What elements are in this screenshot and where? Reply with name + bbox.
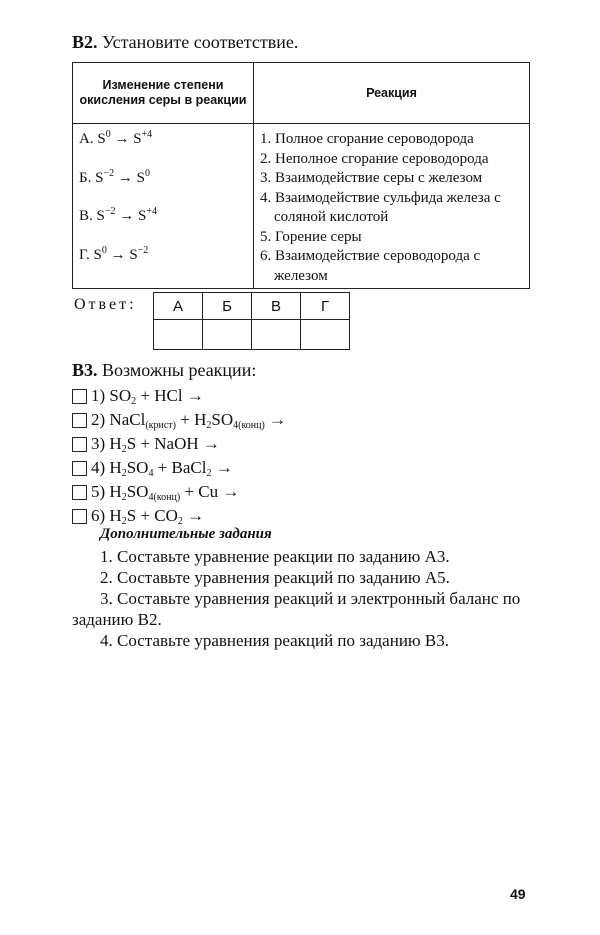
additional-task-item: 2. Составьте уравнения реакций по заданию А5. <box>100 568 450 587</box>
task-b3-title <box>72 360 256 381</box>
option-number: 4) <box>91 458 106 477</box>
option-checkbox[interactable] <box>72 389 87 404</box>
page-number: 49 <box>510 886 526 902</box>
reaction-options <box>72 384 286 528</box>
reaction-option <box>72 384 286 408</box>
option-checkbox[interactable] <box>72 461 87 476</box>
answer-cell[interactable] <box>203 320 252 350</box>
option-formula: $H_2SO_4$ + BaCl$_2$ → <box>109 458 233 479</box>
reaction-item: 2. Неполное сгорание сероводорода <box>260 150 489 167</box>
answer-column-header: Б <box>203 293 252 320</box>
option-checkbox[interactable] <box>72 509 87 524</box>
additional-task-item: 4. Составьте уравнения реакций по заданию В3. <box>100 631 449 650</box>
option-checkbox[interactable] <box>72 413 87 428</box>
header-reaction: Реакция <box>254 63 530 124</box>
additional-tasks <box>72 524 542 651</box>
option-number: 6) <box>91 506 106 525</box>
oxidation-change-item: В. $S^{-2} \to S^{+4}$ <box>79 206 157 224</box>
oxidation-change-list <box>73 124 254 289</box>
task-b2-label: B2. <box>72 32 98 52</box>
answer-cell[interactable] <box>252 320 301 350</box>
reaction-item: 1. Полное сгорание сероводорода <box>260 131 474 147</box>
header-oxidation-change: Изменение степени окисления серы в реакции <box>73 63 254 124</box>
oxidation-change-item: Г. $S^0 \to S^{-2}$ <box>79 244 149 263</box>
answer-column-header: Г <box>301 293 350 320</box>
oxidation-change-item: А. $S^0 \to S^{+4}$ <box>79 129 153 147</box>
option-checkbox[interactable] <box>72 485 87 500</box>
additional-task-item: 3. Составьте уравнения реакций и электронный баланс по заданию В2. <box>72 589 521 629</box>
additional-task-item: 1. Составьте уравнение реакции по заданию А3. <box>100 547 450 566</box>
answer-grid <box>153 292 350 350</box>
reaction-item: 6. Взаимодействие сероводорода с железом <box>260 248 481 284</box>
reaction-option <box>72 456 286 480</box>
option-number: 2) <box>91 410 106 429</box>
additional-tasks-title: Дополнительные задания <box>100 526 272 542</box>
reaction-item: 4. Взаимодействие сульфида железа с соляной кислотой <box>260 189 501 225</box>
option-checkbox[interactable] <box>72 437 87 452</box>
matching-table <box>72 62 530 289</box>
reaction-list <box>254 124 530 289</box>
reaction-option <box>72 408 286 432</box>
option-formula: $H_2S$ + NaOH → <box>109 434 220 455</box>
answer-column-header: В <box>252 293 301 320</box>
answer-cell[interactable] <box>154 320 203 350</box>
option-formula: $H_2S + CO_2$ → <box>109 506 205 527</box>
answer-cell[interactable] <box>301 320 350 350</box>
task-b2-title <box>72 32 298 53</box>
option-formula: $H_2SO_{4(конц)} + Cu$ → <box>109 482 240 503</box>
option-formula: $SO_2$ + HCl → <box>109 386 204 407</box>
reaction-item: 5. Горение серы <box>260 228 362 245</box>
option-number: 1) <box>91 386 106 405</box>
oxidation-change-item: Б. $S^{-2} \to S^0$ <box>79 167 150 186</box>
option-number: 5) <box>91 482 106 501</box>
option-number: 3) <box>91 434 106 453</box>
answer-column-header: А <box>154 293 203 320</box>
task-b2-instruction: Установите соответствие. <box>102 32 299 52</box>
task-b3-label: B3. <box>72 360 98 380</box>
task-b3-instruction: Возможны реакции: <box>102 360 257 380</box>
option-formula: NaCl$_{(крист)}$ + $H_2SO_{4(конц)}$ → <box>109 410 287 431</box>
reaction-option <box>72 480 286 504</box>
reaction-option <box>72 432 286 456</box>
answer-label: Ответ: <box>74 296 137 313</box>
reaction-item: 3. Взаимодействие серы с железом <box>260 170 483 186</box>
